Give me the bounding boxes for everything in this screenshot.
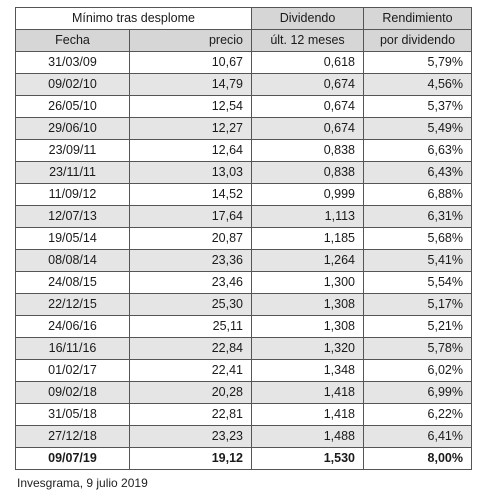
table-row — [16, 404, 472, 426]
cell-rendimiento: 6,43% — [364, 162, 472, 184]
cell-precio: 22,81 — [130, 404, 252, 426]
cell-precio: 25,11 — [130, 316, 252, 338]
cell-fecha: 09/07/19 — [16, 448, 130, 470]
cell-rendimiento: 6,99% — [364, 382, 472, 404]
table-row — [16, 448, 472, 470]
cell-precio: 12,64 — [130, 140, 252, 162]
cell-rendimiento: 6,63% — [364, 140, 472, 162]
cell-fecha: 08/08/14 — [16, 250, 130, 272]
cell-dividendo: 0,999 — [252, 184, 364, 206]
cell-rendimiento: 5,68% — [364, 228, 472, 250]
cell-precio: 10,67 — [130, 52, 252, 74]
cell-precio: 20,87 — [130, 228, 252, 250]
table-row — [16, 382, 472, 404]
table-header — [16, 8, 472, 52]
cell-precio: 23,36 — [130, 250, 252, 272]
source-note: Invesgrama, 9 julio 2019 — [17, 476, 148, 490]
cell-dividendo: 0,674 — [252, 74, 364, 96]
table-row — [16, 74, 472, 96]
header-por-dividendo: por dividendo — [364, 30, 472, 52]
cell-dividendo: 1,113 — [252, 206, 364, 228]
cell-fecha: 26/05/10 — [16, 96, 130, 118]
cell-rendimiento: 6,22% — [364, 404, 472, 426]
cell-precio: 20,28 — [130, 382, 252, 404]
table-row — [16, 184, 472, 206]
cell-dividendo: 1,348 — [252, 360, 364, 382]
header-dividendo: Dividendo — [252, 8, 364, 30]
cell-precio: 22,41 — [130, 360, 252, 382]
header-ult-12-meses: últ. 12 meses — [252, 30, 364, 52]
cell-fecha: 29/06/10 — [16, 118, 130, 140]
cell-precio: 13,03 — [130, 162, 252, 184]
cell-fecha: 22/12/15 — [16, 294, 130, 316]
cell-precio: 23,23 — [130, 426, 252, 448]
cell-dividendo: 0,618 — [252, 52, 364, 74]
table-row — [16, 96, 472, 118]
table-row — [16, 206, 472, 228]
cell-dividendo: 1,308 — [252, 316, 364, 338]
cell-fecha: 24/06/16 — [16, 316, 130, 338]
cell-precio: 12,54 — [130, 96, 252, 118]
header-rendimiento: Rendimiento — [364, 8, 472, 30]
cell-rendimiento: 5,41% — [364, 250, 472, 272]
cell-rendimiento: 6,88% — [364, 184, 472, 206]
cell-rendimiento: 6,02% — [364, 360, 472, 382]
table-row — [16, 316, 472, 338]
cell-precio: 25,30 — [130, 294, 252, 316]
cell-dividendo: 1,418 — [252, 382, 364, 404]
cell-fecha: 01/02/17 — [16, 360, 130, 382]
cell-fecha: 12/07/13 — [16, 206, 130, 228]
cell-rendimiento: 6,41% — [364, 426, 472, 448]
table-row — [16, 426, 472, 448]
table-row — [16, 140, 472, 162]
table-row — [16, 250, 472, 272]
table-row — [16, 338, 472, 360]
cell-precio: 14,52 — [130, 184, 252, 206]
cell-rendimiento: 5,78% — [364, 338, 472, 360]
cell-dividendo: 1,264 — [252, 250, 364, 272]
header-row-sub — [16, 30, 472, 52]
table-body — [16, 52, 472, 470]
cell-rendimiento: 8,00% — [364, 448, 472, 470]
dividend-table — [15, 7, 472, 470]
cell-dividendo: 0,838 — [252, 162, 364, 184]
cell-fecha: 27/12/18 — [16, 426, 130, 448]
cell-precio: 14,79 — [130, 74, 252, 96]
cell-dividendo: 1,530 — [252, 448, 364, 470]
cell-dividendo: 1,308 — [252, 294, 364, 316]
header-fecha: Fecha — [16, 30, 130, 52]
header-row-top — [16, 8, 472, 30]
cell-rendimiento: 5,17% — [364, 294, 472, 316]
table-row — [16, 360, 472, 382]
cell-fecha: 31/03/09 — [16, 52, 130, 74]
cell-fecha: 23/11/11 — [16, 162, 130, 184]
cell-rendimiento: 5,49% — [364, 118, 472, 140]
cell-rendimiento: 6,31% — [364, 206, 472, 228]
table-row — [16, 118, 472, 140]
cell-fecha: 31/05/18 — [16, 404, 130, 426]
cell-rendimiento: 4,56% — [364, 74, 472, 96]
cell-fecha: 23/09/11 — [16, 140, 130, 162]
cell-precio: 12,27 — [130, 118, 252, 140]
cell-fecha: 09/02/18 — [16, 382, 130, 404]
cell-dividendo: 1,488 — [252, 426, 364, 448]
cell-dividendo: 0,838 — [252, 140, 364, 162]
table-row — [16, 294, 472, 316]
cell-fecha: 24/08/15 — [16, 272, 130, 294]
cell-rendimiento: 5,79% — [364, 52, 472, 74]
cell-fecha: 09/02/10 — [16, 74, 130, 96]
cell-dividendo: 1,320 — [252, 338, 364, 360]
cell-rendimiento: 5,54% — [364, 272, 472, 294]
dividend-table-container — [15, 7, 471, 470]
header-minimo: Mínimo tras desplome — [16, 8, 252, 30]
cell-precio: 17,64 — [130, 206, 252, 228]
header-precio: precio — [130, 30, 252, 52]
cell-dividendo: 0,674 — [252, 96, 364, 118]
cell-rendimiento: 5,21% — [364, 316, 472, 338]
table-row — [16, 52, 472, 74]
cell-fecha: 16/11/16 — [16, 338, 130, 360]
cell-dividendo: 1,300 — [252, 272, 364, 294]
table-row — [16, 272, 472, 294]
cell-precio: 23,46 — [130, 272, 252, 294]
cell-dividendo: 1,418 — [252, 404, 364, 426]
table-row — [16, 162, 472, 184]
cell-dividendo: 0,674 — [252, 118, 364, 140]
cell-rendimiento: 5,37% — [364, 96, 472, 118]
cell-precio: 22,84 — [130, 338, 252, 360]
cell-fecha: 19/05/14 — [16, 228, 130, 250]
cell-fecha: 11/09/12 — [16, 184, 130, 206]
cell-dividendo: 1,185 — [252, 228, 364, 250]
cell-precio: 19,12 — [130, 448, 252, 470]
table-row — [16, 228, 472, 250]
